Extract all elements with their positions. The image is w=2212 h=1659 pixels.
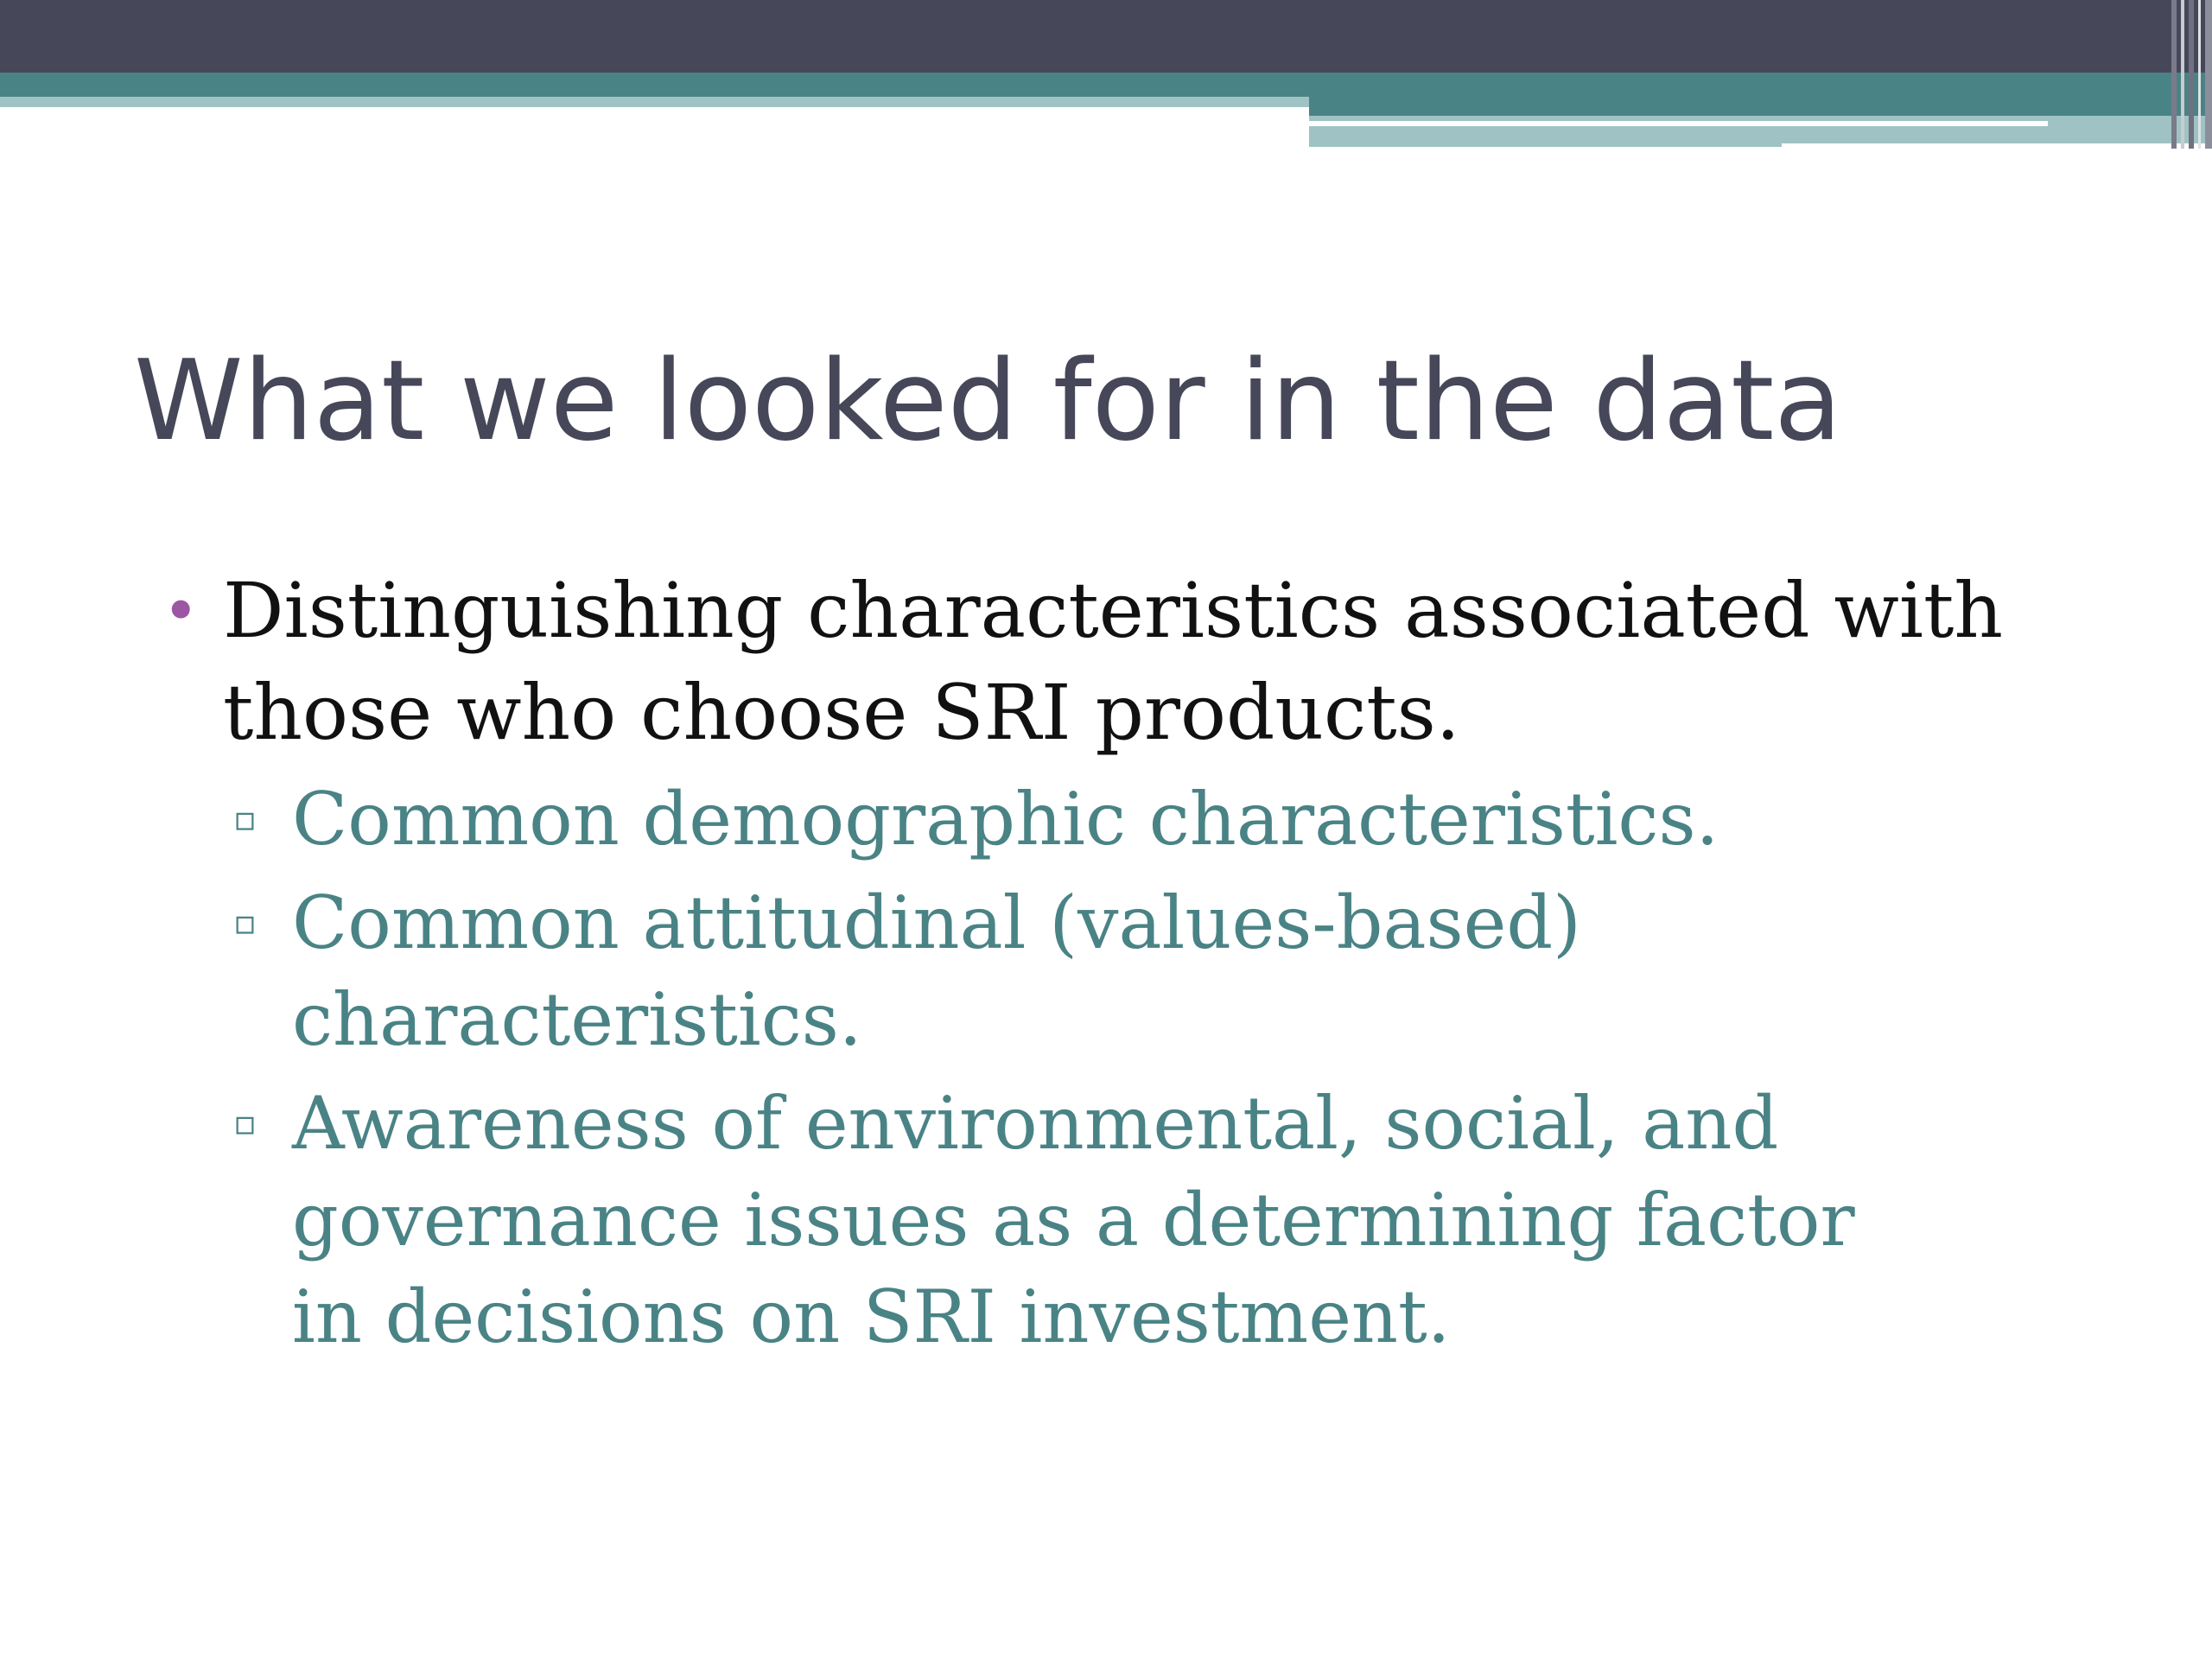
sub-bullet-text: Common attitudinal (values-based) characteristics. xyxy=(292,880,1581,1062)
square-bullet-icon: ▫ xyxy=(233,799,257,839)
bullet-list xyxy=(0,560,2126,1365)
header-light-bar-left xyxy=(0,97,1309,107)
sub-bullet-item xyxy=(0,1075,1934,1365)
sub-bullet-text: Awareness of environmental, social, and governance issues as a determining factor in decisions on SRI investment. xyxy=(292,1081,1855,1359)
header-teal-bar-left xyxy=(0,73,1309,97)
bullet-text: Distinguishing characteristics associated with those who choose SRI products. xyxy=(223,566,2004,757)
header-teal-bar-right xyxy=(1309,73,2212,116)
header-dark-bar xyxy=(0,0,2212,73)
sub-bullet-item xyxy=(0,874,1934,1068)
square-bullet-icon: ▫ xyxy=(233,1103,257,1143)
header-edge-stripes xyxy=(2152,0,2212,149)
header-accent-line xyxy=(1309,121,2048,126)
sub-bullet-text: Common demographic characteristics. xyxy=(292,777,1719,861)
bullet-dot-icon: • xyxy=(162,575,200,647)
sub-bullet-item xyxy=(0,771,1934,868)
slide-title: What we looked for in the data xyxy=(134,337,1842,466)
square-bullet-icon: ▫ xyxy=(233,903,257,943)
bullet-item xyxy=(0,560,2020,764)
header-accent-line-lower xyxy=(1782,143,2212,150)
